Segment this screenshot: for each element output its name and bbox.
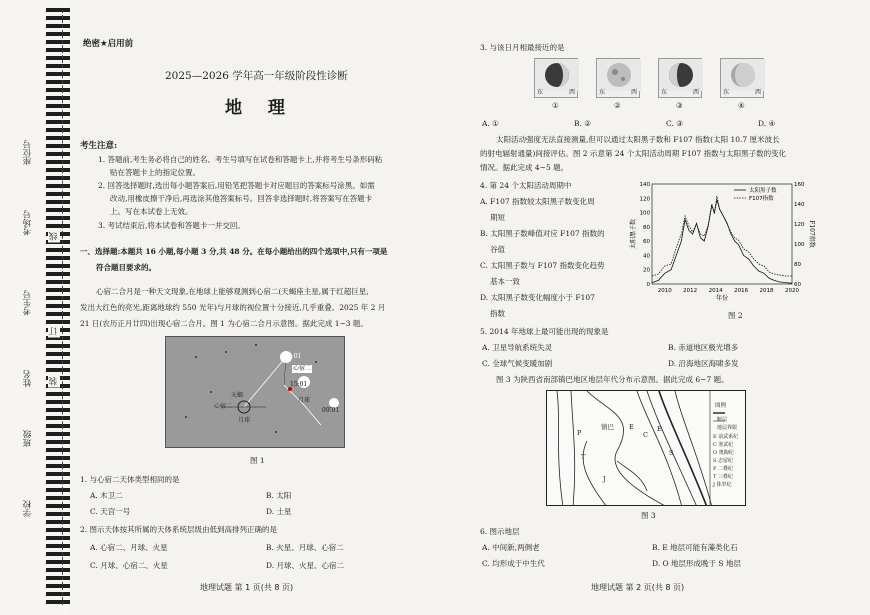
binding-bar (46, 544, 70, 548)
cut-line (62, 10, 63, 605)
legend-title: 图例 (715, 403, 727, 409)
moon-dir-west: 西 (754, 89, 761, 96)
moon-dir-west: 西 (568, 89, 575, 96)
legend-label: 太阳黑子数 (749, 188, 777, 194)
x-tick-label: 2010 (657, 288, 672, 294)
notice-line: 上。写在本试卷上无效。 (110, 207, 193, 216)
binding-bar (46, 464, 70, 468)
strata-letter: E (629, 423, 634, 431)
q3-option-a[interactable]: A. ① (482, 119, 499, 128)
scorpius-label: 天蝎 (231, 392, 244, 399)
binding-bar (46, 416, 70, 420)
y-right-tick-label: 100 (794, 242, 805, 248)
antares-label: 心宿二 (293, 365, 312, 372)
legend-item: C 寒武纪 (713, 442, 734, 448)
binding-bar (46, 440, 70, 444)
binding-bar (46, 584, 70, 588)
binding-bar (46, 560, 70, 564)
binding-bar (46, 120, 70, 124)
binding-bar (46, 216, 70, 220)
cut-label-staple: 订 (49, 327, 59, 336)
q4-option-a[interactable]: A. F107 指数较太阳黑子数变化周 (480, 197, 595, 206)
moon-label: 月球 (298, 397, 311, 404)
strata-letter: E (657, 425, 662, 433)
q6-option-c[interactable]: C. 均形成于中生代 (482, 559, 545, 568)
binding-bar (46, 136, 70, 140)
moon-phase-image (596, 58, 640, 98)
legend-item: 地层界限 (717, 425, 738, 431)
section-heading: 一、选择题:本题共 16 小题,每小题 3 分,共 48 分。在每小题给出的四个选项中,只有一项是 (80, 247, 388, 256)
x-tick-label: 2014 (708, 288, 723, 294)
q2-option-b[interactable]: B. 火星、月球、心宿二 (266, 543, 344, 552)
q5-option-b[interactable]: B. 赤道地区极光增多 (668, 343, 739, 352)
y-right-tick-label: 80 (794, 262, 801, 268)
q6-option-d[interactable]: D. O 地层形成晚于 S 地层 (652, 559, 741, 568)
binding-bar (46, 408, 70, 412)
name-label: 姓名 (23, 370, 33, 387)
moon-dir-west: 西 (692, 89, 699, 96)
q2-option-a[interactable]: A. 心宿二、月球、火星 (90, 543, 168, 552)
q6-option-b[interactable]: B. E 地层可能有藻类化石 (652, 543, 738, 552)
y-left-tick-label: 0 (646, 282, 650, 288)
x-tick-label: 2016 (734, 288, 749, 294)
legend-item: T 三叠纪 (713, 474, 733, 480)
cut-label-line: 线 (49, 232, 59, 241)
binding-bar (46, 128, 70, 132)
binding-bar (46, 16, 70, 20)
moon-num: ① (552, 101, 559, 110)
page-2 (476, 0, 866, 615)
notice-heading: 考生注意: (80, 141, 118, 151)
binding-margin (0, 0, 70, 615)
passage-line: 情况。据此完成 4~5 题。 (480, 163, 569, 172)
y-right-tick-label: 140 (794, 202, 805, 208)
binding-bar (46, 296, 70, 300)
q2-stem: 2. 图示天体按其所属的天体系统层级由低到高排列正确的是 (80, 525, 278, 534)
binding-bar (46, 96, 70, 100)
strata-letter: P (577, 429, 582, 437)
binding-bar (46, 280, 70, 284)
q5-option-a[interactable]: A. 卫星导航系统失灵 (482, 343, 553, 352)
x-axis-label: 年份 (715, 295, 729, 302)
y-right-tick-label: 160 (794, 182, 805, 188)
passage-line: 的射电辐射通量)间接评估。图 2 示意第 24 个太阳活动周期 F107 指数与太阳黑子数的变化 (480, 149, 787, 158)
q6-option-a[interactable]: A. 中间新,两侧老 (482, 543, 540, 552)
figure-2-caption: 图 2 (728, 311, 743, 320)
binding-bar (46, 528, 70, 532)
figure-3-caption: 图 3 (641, 511, 656, 520)
binding-bar (46, 304, 70, 308)
x-tick-label: 2020 (785, 288, 799, 294)
y-left-tick-label: 120 (639, 196, 650, 203)
binding-bar (46, 272, 70, 276)
q5-option-d[interactable]: D. 沿海地区海啸多发 (668, 359, 739, 368)
cut-label-bind: 装 (49, 377, 59, 386)
page-2-footer: 地理试题 第 2 页(共 8 页) (591, 583, 685, 592)
q1-option-a[interactable]: A. 木卫二 (90, 491, 123, 500)
notice-line: 1. 答题前,考生务必将自己的姓名、考生号填写在试卷和答题卡上,并将考生号条形码粘 (98, 155, 383, 164)
binding-bar (46, 72, 70, 76)
notice-line: 2. 回答选择题时,选出每小题答案后,用铅笔把答题卡对应题目的答案标号涂黑。如需 (98, 181, 375, 190)
exam-title: 2025—2026 学年高一年级阶段性诊断 (165, 70, 348, 82)
y-left-tick-label: 60 (643, 239, 650, 246)
binding-bar (46, 8, 70, 12)
candidate-number-label: 考生号 (23, 290, 33, 316)
notice-line: 改动,用橡皮擦干净后,再选涂其他答案标号。回答非选择题时,将答案写在答题卡 (110, 194, 373, 203)
moon-num: ② (614, 101, 621, 110)
binding-bar (46, 48, 70, 52)
moon-dir-east: 东 (599, 89, 606, 96)
binding-bar (46, 24, 70, 28)
figure-1-caption: 图 1 (250, 456, 265, 465)
binding-bar (46, 88, 70, 92)
binding-bar (46, 552, 70, 556)
binding-bar (46, 576, 70, 580)
moon-num: ④ (738, 101, 745, 110)
binding-bar (46, 456, 70, 460)
legend-item: S 志留纪 (713, 458, 734, 464)
page-1-footer: 地理试题 第 1 页(共 8 页) (200, 583, 294, 592)
legend-item: J 侏罗纪 (713, 482, 732, 488)
q4-option-d[interactable]: D. 太阳黑子数变化幅度小于 F107 (480, 293, 595, 302)
binding-bar (46, 448, 70, 452)
strata-letter: T (581, 453, 586, 461)
series-line (652, 200, 792, 284)
y-left-tick-label: 100 (639, 210, 650, 217)
binding-bar (46, 184, 70, 188)
seat-number-label: 座位号 (23, 140, 33, 166)
binding-bar (46, 200, 70, 204)
legend-item: P 二叠纪 (713, 466, 733, 472)
notice-line: 贴在答题卡上的指定位置。 (110, 168, 200, 177)
q4-option-c-cont: 基本一致 (490, 277, 520, 286)
moon-phase-image (720, 58, 764, 98)
y-right-tick-label: 120 (794, 222, 805, 228)
legend-item: 断层 (717, 417, 728, 423)
legend-item: O 奥陶纪 (713, 450, 734, 456)
y-left-tick-label: 140 (639, 182, 650, 188)
passage-line: 21 日(农历正月廿四)出现心宿二合月。图 1 为心宿二合月示意图。据此完成 1~3 题。 (80, 319, 368, 328)
strata-letter: J (603, 475, 606, 483)
school-label: 学校 (23, 500, 33, 517)
y-left-tick-label: 20 (643, 267, 650, 274)
q6-stem: 6. 图示地层 (480, 527, 520, 536)
passage-line: 心宿二合月是一种天文现象,在地球上能够观测到心宿二(天蝎座主星,属于红超巨星, (96, 287, 369, 296)
time-label: 09:01 (322, 407, 340, 414)
binding-bar (46, 536, 70, 540)
secret-label: 绝密★启用前 (83, 39, 134, 49)
notice-line: 3. 考试结束后,将本试卷和答题卡一并交回。 (98, 221, 245, 230)
q2-option-c[interactable]: C. 月球、心宿二、火星 (90, 561, 168, 570)
binding-bar (46, 368, 70, 372)
binding-bar (46, 56, 70, 60)
y-left-tick-label: 40 (643, 253, 650, 260)
q4-option-a-cont: 期短 (490, 213, 505, 222)
time-label: 21:01 (284, 353, 302, 360)
moon-phase-image (534, 58, 578, 98)
place-label: 镇巴 (601, 423, 614, 431)
binding-bar (46, 504, 70, 508)
binding-bar (46, 168, 70, 172)
binding-bar (46, 520, 70, 524)
q4-option-b[interactable]: B. 太阳黑子数峰值对应 F107 指数的 (480, 229, 605, 238)
binding-bar (46, 152, 70, 156)
binding-bar (46, 64, 70, 68)
sky-diagram (166, 337, 346, 449)
binding-bar (46, 352, 70, 356)
x-tick-label: 2018 (759, 288, 774, 294)
binding-bar (46, 320, 70, 324)
time-label: 15:01 (290, 381, 308, 388)
q2-option-d[interactable]: D. 月球、火星、心宿二 (266, 561, 345, 570)
antares-left-label: 心宿二 (214, 403, 233, 410)
moon-dir-east: 东 (537, 89, 544, 96)
passage-line: 发出大红色的亮光,距离地球约 550 光年)与月球的视位置十分接近,几乎重叠。2025 年 2 月 (80, 303, 386, 312)
strata-letter: C (643, 431, 648, 439)
q3-option-b[interactable]: B. ② (574, 119, 592, 128)
binding-bar (46, 224, 70, 228)
binding-bar (46, 192, 70, 196)
y-left-tick-label: 80 (643, 224, 650, 231)
legend-item: E 前武系纪 (713, 434, 739, 440)
section-heading-cont: 符合题目要求的。 (96, 263, 156, 272)
q4-stem: 4. 第 24 个太阳活动周期中 (480, 181, 572, 190)
binding-bar (46, 160, 70, 164)
moon-dir-east: 东 (723, 89, 730, 96)
figure-2-chart (624, 178, 824, 308)
q1-option-d[interactable]: D. 土星 (266, 507, 292, 516)
q1-stem: 1. 与心宿二天体类型相同的是 (80, 475, 180, 484)
q3-stem: 3. 与该日月相最接近的是 (480, 43, 565, 52)
moon-dir-east: 东 (661, 89, 668, 96)
fig3-passage: 图 3 为陕西省南部镇巴地区地层年代分布示意图。据此完成 6~7 题。 (496, 375, 729, 384)
binding-bar (46, 488, 70, 492)
binding-bar (46, 312, 70, 316)
q5-option-c[interactable]: C. 全球气候变暖加剧 (482, 359, 553, 368)
binding-bar (46, 472, 70, 476)
binding-bar (46, 568, 70, 572)
binding-bar (46, 112, 70, 116)
binding-bar (46, 288, 70, 292)
moon-phase-image (658, 58, 702, 98)
binding-bar (46, 176, 70, 180)
x-tick-label: 2012 (683, 288, 698, 294)
binding-bar (46, 80, 70, 84)
binding-bar (46, 208, 70, 212)
moon-dir-west: 西 (630, 89, 637, 96)
y-right-axis-label: F107指数 (808, 220, 815, 248)
binding-bar (46, 344, 70, 348)
q4-option-b-cont: 谷值 (490, 245, 505, 254)
binding-bar (46, 104, 70, 108)
binding-bar (46, 432, 70, 436)
binding-bar (46, 392, 70, 396)
q3-option-c[interactable]: C. ③ (666, 119, 683, 128)
figure-3-map (546, 390, 746, 506)
subject-title: 地 理 (225, 98, 295, 118)
binding-bar (46, 40, 70, 44)
binding-bar (46, 32, 70, 36)
binding-bar (46, 360, 70, 364)
binding-bar (46, 248, 70, 252)
binding-bar (46, 424, 70, 428)
q1-option-b[interactable]: B. 太阳 (266, 491, 292, 500)
room-number-label: 考场号 (23, 210, 33, 236)
q1-option-c[interactable]: C. 天宫一号 (90, 507, 131, 516)
q5-stem: 5. 2014 年地球上最可能出现的现象是 (480, 327, 609, 336)
binding-bar (46, 512, 70, 516)
binding-bar (46, 256, 70, 260)
binding-bar (46, 480, 70, 484)
binding-bar (46, 400, 70, 404)
passage-line: 太阳活动强度无法直接测量,但可以通过太阳黑子数和 F107 指数(太阳 10.7 厘米波长 (496, 135, 780, 144)
strata-letter: S (669, 449, 674, 457)
binding-bar (46, 264, 70, 268)
moon-num: ③ (676, 101, 683, 110)
y-right-tick-label: 60 (794, 282, 801, 288)
y-left-axis-label: 太阳黑子数 (630, 218, 637, 250)
q4-option-c[interactable]: C. 太阳黑子数与 F107 指数变化趋势 (480, 261, 605, 270)
binding-bar (46, 144, 70, 148)
figure-1-sky (165, 336, 345, 448)
moon-left-label: 月球 (238, 417, 251, 424)
legend-label: F107指数 (749, 196, 774, 202)
q3-option-d[interactable]: D. ④ (758, 119, 776, 128)
class-label: 班级 (23, 430, 33, 447)
binding-bar (46, 592, 70, 596)
binding-bar (46, 600, 70, 604)
q4-option-d-cont: 指数 (490, 309, 505, 318)
binding-bar (46, 496, 70, 500)
page-1 (70, 0, 442, 615)
